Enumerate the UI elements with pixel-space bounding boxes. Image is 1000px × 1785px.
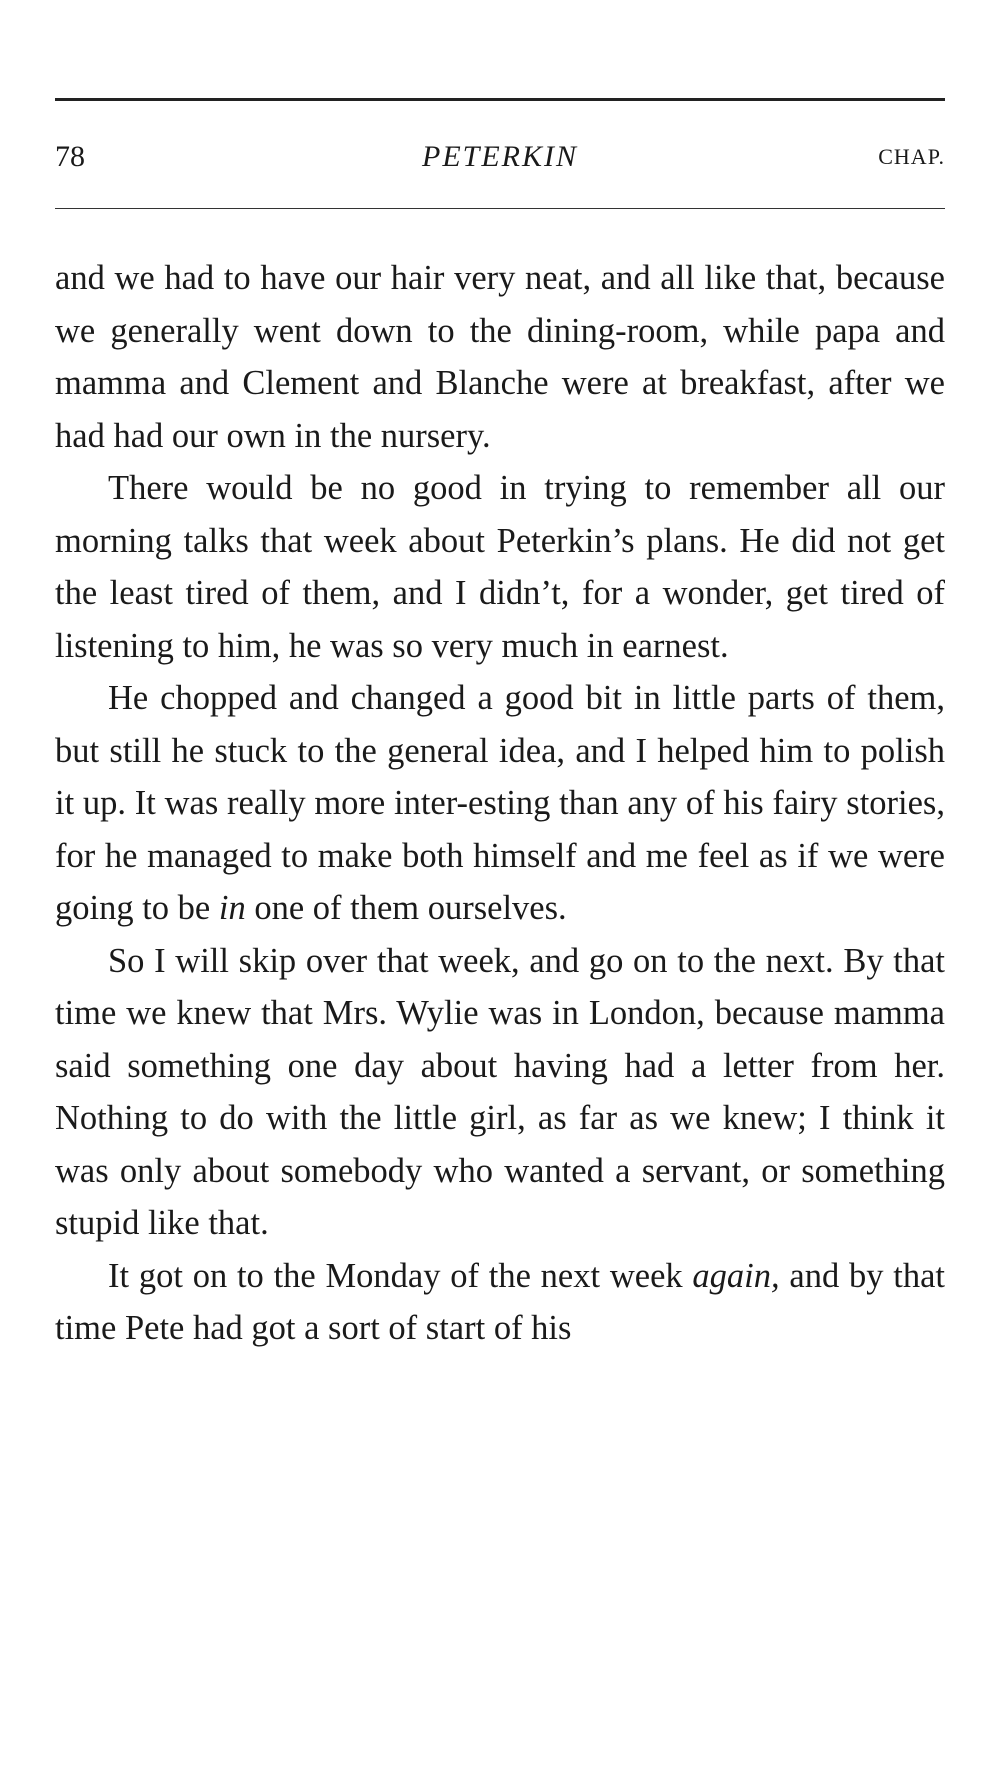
paragraph-4: [55, 935, 945, 1250]
paragraph-3: [55, 672, 945, 935]
header-top-rule: [55, 98, 945, 101]
chapter-label: CHAP.: [878, 144, 945, 169]
paragraph-5-text-end: and by that time Pete had got a sort of start of his: [55, 1256, 945, 1347]
paragraph-4-text: So I will skip over that week, and go on to the next. By that time we knew that Mrs. Wylie was in London, because mamma said something one day about having had a letter from her. Nothing to do with the little girl, as far as we knew; I think it was only about somebody who wanted a servant, or something stupid like that.: [55, 941, 945, 1242]
paragraph-3-text-end: one of them ourselves.: [245, 889, 567, 927]
paragraph-1-text: and we had to have our hair very neat, and all like that, because we generally went down to the dining-room, while papa and mamma and Clement and Blanche were at breakfast, after we had had our own in the nursery.: [55, 259, 945, 455]
paragraph-1: [55, 252, 945, 462]
body-text: [55, 252, 945, 1355]
paragraph-3-italic: in: [218, 889, 246, 927]
running-head: [55, 140, 945, 180]
page-number: 78: [55, 140, 85, 173]
paragraph-2-text: There would be no good in trying to remember all our morning talks that week about Peterkin’s plans. He did not get the least tired of them, and I didn’t, for a wonder, get tired of listening to him, he was so very much in earnest.: [55, 469, 945, 665]
paragraph-5: [55, 1250, 945, 1355]
paragraph-2: [55, 462, 945, 672]
paragraph-5-text: It got on to the Monday of the next week: [108, 1256, 693, 1295]
paragraph-3-text: He chopped and changed a good bit in little parts of them, but still he stuck to the general idea, and I helped him to polish it up. It was really more inter-esting than any of his fairy stories, for he managed to make both himself and me feel as if we were going to be: [55, 679, 945, 927]
header-bottom-rule: [55, 208, 945, 209]
paragraph-5-italic: again,: [692, 1256, 780, 1295]
running-title: PETERKIN: [422, 140, 578, 173]
